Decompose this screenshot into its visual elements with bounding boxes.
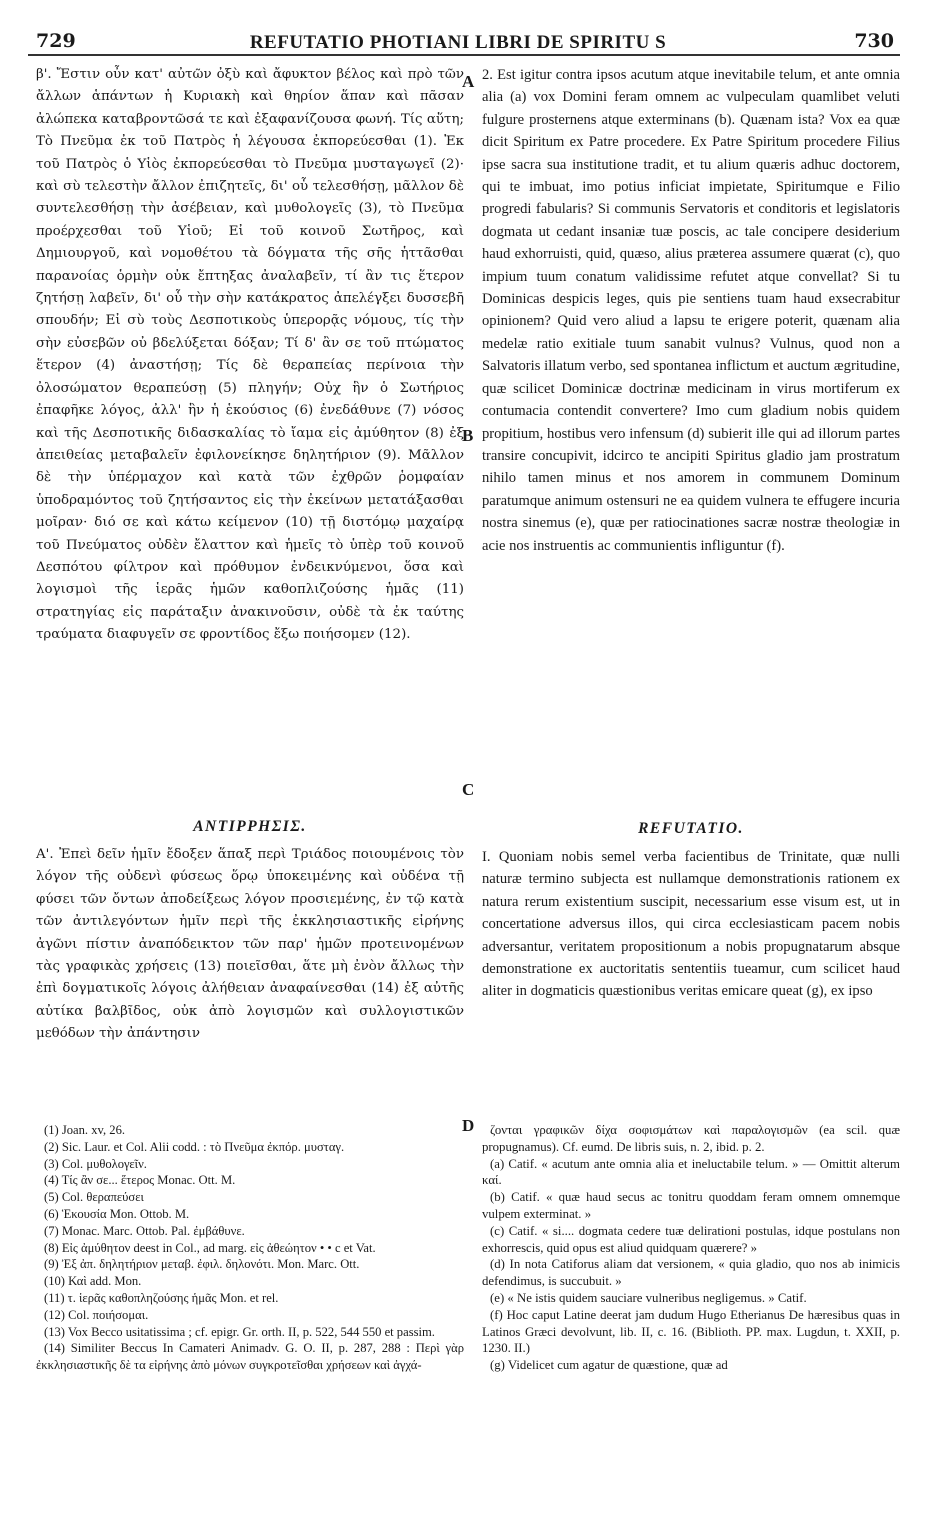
latin-paragraph-2: 2. Est igitur contra ipsos acutum atque inevitabile telum, et ante omnia alia (a) vox Domini feram omnem ac vulpeculam quamlibet veluti fulgure prosternens atque exterminans (b). Quænam ista? Vox ea quæ dicit Spiritum ex Patre procedere. Ex Patre Spiritum procedere Filius ipse sacra sua institutione tradit, et tu alium quæris adhuc doctorem, qui te imbuat, imo potius inficiat impietate, Spiritumque e Filio progredi fabularis? Si communis Servatoris et conditoris et legislatoris dogmata ut cedant insaniæ tuæ poscis, ac tale concipere desiderium haud exhorruisti, quid, quæso, alius præterea assumere quærat (c), quo impium tuum conatum validissime refutet atque convellat? Si tu Dominicas despicis leges, quis pie sentiens tuam haud exsecrabitur opinionem? Quid vero aliud a lapsu te erigere poterit, quænam alia medelæ ratio exitiale tuum sanabit vulnus? Vulnus, quod non a Salvatoris illatum verbo, sed spontanea inflictum et auctum ægritudine, quæ scilicet Dominicæ doctrinæ medicinam in virus mortiferum ex contumacia contendit convertere? Imo cum gladium nobis quidem propitium, hostibus vero infensum (d) subierit ille qui ad illorum partes transire concupivit, idcirco te ancipiti Spiritus gladio jam prostratum nihilo tamen minus et nos amorem in communem Dominum paratumque animum ostensuri ne ea quidem vulnera te effugere incuria nostra sinemus (e), quæ per ratiocinationes sacræ nostræ theologiæ in acie nos instruentis ac communientis infliguntur (f). (482, 67, 900, 554)
footnote: (2) Sic. Laur. et Col. Alii codd. : τὸ Πνεῦμα ἐκπόρ. μυσταγ. (44, 1139, 345, 1154)
greek-column-top (36, 64, 464, 784)
footnote: (10) Καὶ add. Mon. (44, 1274, 142, 1289)
footnote: (8) Εἰς ἀμύθητον deest in Col., ad marg. εἰς ἀθεώητον • • c et Vat. (44, 1240, 376, 1255)
footnote: (14) Similiter Beccus In Camateri Animadv. G. O. II, p. 287, 288 : Περὶ γὰρ ἐκκλησιαστικῆς δὲ τα εἰρήνης ἀπὸ μόνων συγκροτεῖσθαι χρήσεων καὶ ἀγχά- (36, 1341, 464, 1373)
latin-column-bottom (482, 846, 900, 1116)
page-number-right: 730 (854, 30, 894, 52)
footnote: (d) In nota Catiforus aliam dat versionem, « quia gladio, quo nos ab inimicis defendimus, is succubuit. » (482, 1257, 900, 1289)
footnote: (c) Catif. « si.... dogmata cedere tuæ delirationi postulas, idque postulans non exhorrescis, quid opus est aliud quidquam quærere? » (482, 1223, 900, 1255)
running-header (28, 14, 900, 56)
latin-footnotes (482, 1122, 900, 1526)
latin-paragraph-1: I. Quoniam nobis semel verba facientibus de Trinitate, quæ nulli naturæ termino subjecta est nullamque demonstrationis rationem ex natura rerum existentium suscipit, necessarium esse visum est, ut in concertatione adversus illos, qui circa ecclesiasticam pacem nobis adversantur, veritatem propositionum a nobis propugnatarum absque demonstratione ex auctoritatis sententiis tueamur, cum scilicet haud aliter in dogmaticis quæstionibus veritas emicare queat (g), ex ipso (482, 849, 900, 1000)
footnote: (e) « Ne istis quidem sauciare vulneribus negligemus. » Catif. (490, 1290, 807, 1305)
footnote: ζονται γραφικῶν δίχα σοφισμάτων καὶ παραλογισμῶν (ea scil. quæ propugnamus). Cf. eumd. De libris suis, n. 2, ibid. p. 2. (482, 1123, 900, 1154)
footnote: (5) Col. θεραπεύσει (44, 1190, 144, 1205)
footnote: (13) Vox Becco usitatissima ; cf. epigr. Gr. orth. II, p. 522, 544 550 et passim. (44, 1324, 435, 1339)
footnote: (11) τ. ἱερᾶς καθοπληζούσης ἡμᾶς Mon. et rel. (44, 1290, 279, 1305)
footnote: (g) Videlicet cum agatur de quæstione, quæ ad (490, 1358, 728, 1373)
section-marker-a: A (462, 72, 475, 91)
latin-heading: REFUTATIO. (638, 820, 744, 837)
latin-column-top (482, 64, 900, 804)
footnote: (4) Τίς ἂν σε... ἕτερος Monac. Ott. M. (44, 1173, 236, 1188)
footnote: (7) Monac. Marc. Ottob. Pal. ἐμβάθυνε. (44, 1223, 245, 1238)
page-number-left: 729 (36, 30, 76, 52)
greek-heading: ΑΝΤΙΡΡΗΣΙΣ. (193, 818, 307, 835)
greek-paragraph-1: Α'. Ἐπεὶ δεῖν ἡμῖν ἔδοξεν ἅπαξ περὶ Τριάδος ποιουμένοις τὸν λόγον τῆς οὐδενὶ φύσεως ὅρῳ ὑποκειμένης καὶ οὐδένα τῇ φύσει τῶν ὄντων ἀποδείξεως λόγον προσιεμένης, ἐν τῷ κατὰ τῶν ἀντιλεγόντων ἡμῖν περὶ τῆς ἐκκλησιαστικῆς εἰρήνης ἀγῶνι πίστιν ἀναπόδεικτον τῶν παρ' ἡμῶν προτεινομένων τὰς γραφικὰς χρήσεις (13) ποιεῖσθαι, ἅτε μὴ ἐνὸν ἄλλως τὴν ἐπὶ δογματικοῖς λόγοις ἀλήθειαν ἀναφαίνεσθαι (14) ἐξ αὐτῆς αὐτίκα βαλβῖδος, οὐκ ἀπὸ λογισμῶν καὶ συλλογιστικῶν μεθόδων τὴν ἀπάντησιν (36, 847, 464, 1042)
footnote: (f) Hoc caput Latine deerat jam dudum Hugo Etherianus De hæresibus quas in Latinos Græci devolvunt, lib. II, c. 16. (Biblioth. PP. max. Lugdun, t. XXII, p. 1230. II.) (482, 1307, 900, 1356)
footnote: (9) Ἐξ ἀπ. δηλητήριον μεταβ. ἐφιλ. δηλονότι. Mon. Marc. Ott. (44, 1257, 360, 1272)
footnote: (3) Col. μυθολογεῖν. (44, 1156, 147, 1171)
section-marker-b: B (462, 426, 474, 445)
footnote: (b) Catif. « quæ haud secus ac tonitru quoddam feram omnem omnemque vulpem exterminat. » (482, 1190, 900, 1221)
section-marker-c: C (462, 780, 475, 799)
running-title: REFUTATIO PHOTIANI LIBRI DE SPIRITU S (249, 32, 667, 53)
page (28, 14, 900, 1530)
footnote: (a) Catif. « acutum ante omnia alia et ineluctabile telum. » — Omittit alterum καί. (482, 1156, 900, 1188)
greek-paragraph-2: β'. Ἔστιν οὖν κατ' αὐτῶν ὀξὺ καὶ ἄφυκτον βέλος καὶ πρὸ τῶν ἄλλων ἁπάντων ἡ Κυριακὴ καὶ θηρίον ἅπαν καὶ πᾶσαν ἀλώπεκα καταβροντῶσά τε καὶ ἐξαφανίζουσα φωνή. Τίς αὕτη; Τὸ Πνεῦμα ἐκ τοῦ Πατρὸς ἡ λέγουσα ἐκπορεύεσθαι (1). Ἐκ τοῦ Πατρὸς ὁ Υἱὸς ἐκπορεύεσθαι τὸ Πνεῦμα μυσταγωγεῖ (2)· καὶ σὺ τελεστὴν ἄλλον ἐπιζητεῖς, δι' οὗ τελεσθήσῃ, μᾶλλον δὲ συντελεσθήσῃ τὴν ἀσέβειαν, καὶ μυθολογεῖς (3), τὸ Πνεῦμα προέρχεσθαι τοῦ Υἱοῦ; Εἰ τοῦ κοινοῦ Σωτῆρος, καὶ Δημιουργοῦ, καὶ νομοθέτου τὰ δόγματα τῆς σῆς ἡττᾶσθαι παρανοίας ὁρμὴν οὐκ ἔπτηξας ἀναλαβεῖν, τί ἂν τις ἕτερον ζητήσῃ λαβεῖν, δι' οὗ τὴν σὴν κατάκρατος ἀπελέγξει δυσσεβῆ σπουδήν; Εἰ σὺ τοὺς Δεσποτικοὺς ὑπερορᾷς νόμους, τίς τὴν σὴν εὐσεβῶν οὐ βδελύξεται δόξαν; Τί δ' ἂν σε τοῦ πτώματος ἕτερον (4) ἀναστήσῃ; Τίς δὲ θεραπείας περίνοια τὴν ὀλοσώματον θεραπεύσῃ (5) πληγήν; Οὐχ ἣν ὁ Σωτήριος ἐπαφῆκε λόγος, ἀλλ' ἣν ἡ ἑκούσιος (6) ἐνεδάθυνε (7) νόσος καὶ τῆς Δεσποτικῆς διδασκαλίας τὸ ἴαμα εἰς ἀμύθητον (8) ἐξ ἀπειθείας μεταβαλεῖν ἐφιλονείκησε δηλητήριον (9). Μᾶλλον δὲ τὴν ὑπέρμαχον καὶ κατὰ τῶν ἐχθρῶν ῥομφαίαν ὑποδραμόντος τοῦ ζητήσαντος εἰς τὴν ἐκείνων μετατάξασθαι μοῖραν· διό σε καὶ κάτω κείμενον (10) τῇ διστόμῳ μαχαίρᾳ τοῦ Πνεύματος οὐδὲν ἔλαττον καὶ ἡμεῖς τὸ ὑπὲρ τοῦ κοινοῦ Δεσπότου φίλτρον καὶ πρόθυμον ἐνδεικνύμενοι, ὅσα καὶ λογισμοὶ τῆς ἱερᾶς ἡμῶν καθοπλιζούσης ἡμᾶς (11) στρατηγίας εἰς παράταξιν ἀνακινοῦσιν, οὐδὲ τὰ ἐκ ταύτης τραύματα διαφυγεῖν σε φροντίδος ἔξω ποιήσομεν (12). (36, 67, 464, 643)
greek-column-bottom (36, 844, 464, 1110)
footnote: (6) Ἑκουσία Mon. Ottob. M. (44, 1206, 190, 1221)
footnote: (12) Col. ποιήσομαι. (44, 1307, 149, 1322)
footnote: (1) Joan. xv, 26. (44, 1123, 126, 1137)
section-marker-d: D (462, 1116, 475, 1135)
greek-footnotes (36, 1122, 464, 1526)
